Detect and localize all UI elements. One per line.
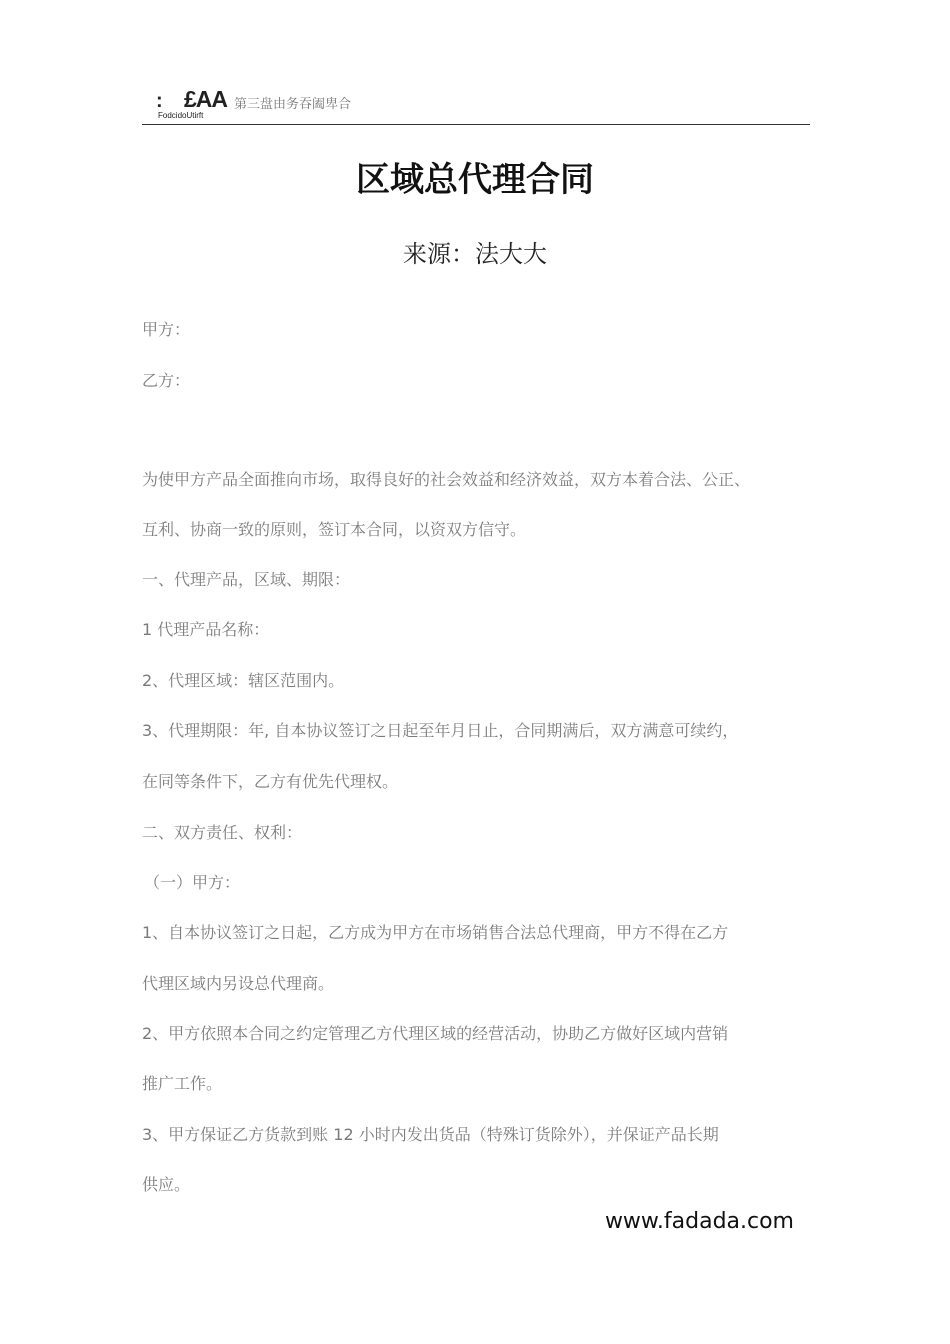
logo-dots: : [156,90,163,112]
logo-subtext: FodcidoUtirft [158,111,204,120]
document-source: 来源：法大大 [403,240,547,268]
body-line: 2、甲方依照本合同之约定管理乙方代理区域的经营活动，协助乙方做好区域内营销 [142,1024,729,1043]
body-line: 3、代理期限：年, 自本协议签订之日起至年月日止，合同期满后，双方满意可续约， [142,721,739,740]
body-line: 3、甲方保证乙方货款到账 12 小时内发出货品（特殊订货除外），并保证产品长期 [142,1125,719,1144]
body-line: 2、代理区域：辖区范围内。 [142,671,345,690]
section-heading: 一、代理产品，区域、期限： [142,570,351,589]
footer-url: www.fadada.com [604,1209,794,1234]
document-title: 区域总代理合同 [356,160,594,200]
body-line: 供应。 [142,1175,191,1194]
subsection-heading: （一）甲方： [144,873,241,892]
body-line: 在同等条件下，乙方有优先代理权。 [142,772,399,791]
body-line: 互利、协商一致的原则，签订本合同，以资双方信守。 [142,520,527,539]
body-line: 1、自本协议签订之日起，乙方成为甲方在市场销售合法总代理商，甲方不得在乙方 [142,923,729,942]
section-heading: 二、双方责任、权利： [142,823,303,842]
body-line: 为使甲方产品全面推向市场，取得良好的社会效益和经济效益，双方本着合法、公正、 [142,470,751,489]
logo-mark: £AA [184,86,228,112]
logo-tagline: 第三盘由务吞阖卑合 [234,97,352,112]
party-a-label: 甲方： [142,320,191,339]
body-line: 1 代理产品名称： [142,620,270,639]
party-b-label: 乙方： [142,371,191,390]
body-line: 推广工作。 [142,1074,223,1093]
body-line: 代理区域内另设总代理商。 [142,974,335,993]
page-header [142,84,810,125]
